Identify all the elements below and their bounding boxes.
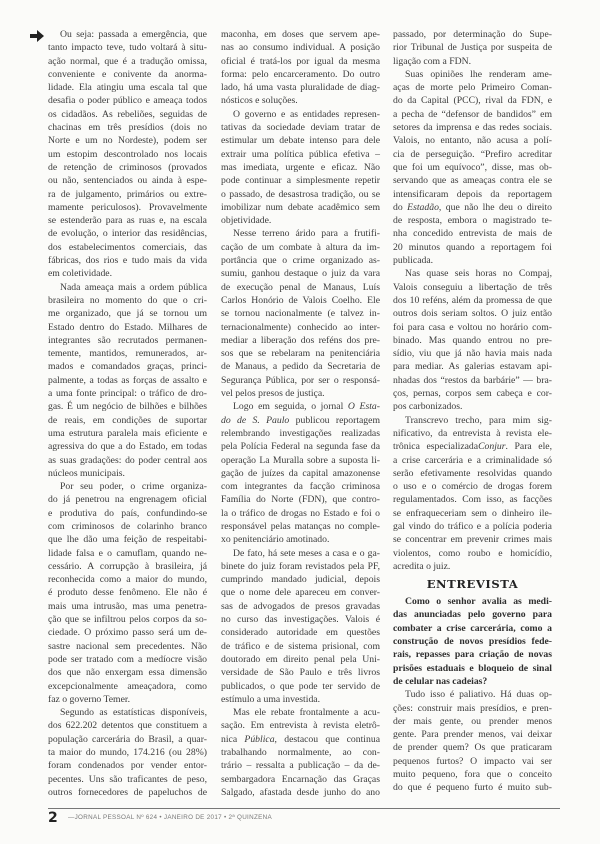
text-line: do da Capital (PCC), rival da FDN, e — [393, 95, 552, 107]
article-column-1 — [48, 28, 207, 799]
italic-title: O Esta- — [347, 401, 380, 413]
text-line: Como o senhor avalia as medi- — [405, 596, 552, 608]
footer-divider — [48, 808, 560, 809]
text-line: Carlos Honório de Valois Coelho. Ele — [221, 294, 380, 306]
text-line: que foi um equívoco”, disse, mas ob- — [393, 161, 552, 173]
text-line: construção de novos presídios fede- — [393, 636, 552, 648]
text-line: no curso das investigações. Valois é — [221, 614, 380, 626]
text-line: que o nome dele apareceu em conver- — [221, 587, 380, 599]
text-line: prisões estaduais e bloqueio de sinal — [393, 662, 552, 674]
text-line: ação normal, que é a tradução omissa, — [48, 55, 207, 67]
text-line: Norte e um no Nordeste), podem ser — [48, 135, 207, 147]
text-line: do que é pequeno furto é muito sub- — [393, 782, 552, 794]
text-line: binete do juiz foram revistados pela PF, — [221, 560, 380, 572]
text-line: mados e comandados graças, princi- — [48, 361, 207, 373]
text-line: gal vindo do tráfico e a polícia poderia — [393, 520, 552, 532]
paragraph — [221, 28, 380, 108]
text-line: do já penetrou na engrenagem oficial — [48, 494, 207, 506]
text-line: ção que se infiltrou pelos corpos da so- — [48, 614, 207, 626]
text-line: que lhe dão uma feição de respeitabi- — [48, 534, 207, 546]
text-line: rior Tribunal de Justiça por suspeita de — [393, 42, 552, 54]
text-line: dos que não enxergam essa dimensão — [48, 667, 207, 679]
text-line: a uma fonte principal: o tráfico de dro- — [48, 388, 207, 400]
text-line: relembrando investigações realizadas — [221, 427, 380, 439]
text-line: acredita o juiz. — [393, 560, 451, 572]
text-line: brasileira no momento do que o cri- — [48, 294, 207, 306]
text-line: Tudo isso é paliativo. Há duas op- — [405, 689, 552, 701]
paragraph — [48, 281, 207, 480]
text-line: de reais, em condições de suportar — [48, 414, 207, 426]
page-number: 2 — [48, 810, 58, 826]
text-line: de execução penal de Manaus, Luís — [221, 281, 380, 293]
text-line: nhadas dos “restos da barbárie” — bra- — [393, 374, 552, 386]
text-line: se enfraqueceriam sem o dinheiro ile- — [393, 507, 552, 519]
text-line: Nas quase seis horas no Compaj, — [405, 268, 552, 280]
paragraph — [393, 68, 552, 267]
text-line: pequenos furtos? O impacto vai ser — [393, 755, 552, 767]
text-line: agressiva do que a do Estado, em todas — [48, 441, 207, 453]
text-line: população carcerária do Brasil, a quar- — [48, 733, 207, 745]
text-line: estimular um debate intenso para dele — [221, 135, 380, 147]
text-line: ra de julgamento, primários ou extre- — [48, 188, 207, 200]
paragraph — [48, 28, 207, 281]
text-line: ternacionalmente) conhecido ao inter- — [221, 321, 380, 333]
text-line: com criminosos de colarinho branco — [48, 520, 207, 532]
text-line: os cidadãos. As rebeliões, seguidas de — [48, 108, 207, 120]
text-line: mamente periculosos). Provavelmente — [48, 201, 207, 213]
text-line: Segundo as estatísticas disponíveis, — [60, 707, 207, 719]
text-line: mais uma intrusão, mas uma penetra- — [48, 600, 207, 612]
text-segment: publicou reportagem — [289, 414, 380, 426]
text-line: tativas da sociedade deviam tratar de — [221, 122, 380, 134]
paragraph — [393, 688, 552, 794]
text-line: ou não, sentenciados ou ainda à espe- — [48, 175, 207, 187]
text-line: Valois, no entanto, não acusa a polí- — [393, 135, 552, 147]
text-line: das anunciadas pelo governo para — [393, 609, 552, 621]
article-column-2 — [221, 28, 380, 799]
text-line: o uso e o comércio de drogas forem — [393, 481, 552, 493]
text-line: dos 622.202 detentos que constituem a — [48, 720, 207, 732]
text-line — [393, 440, 552, 453]
text-line: Transcrevo trecho, para mim sig- — [405, 414, 552, 426]
text-line — [393, 201, 552, 214]
text-line: sos que se rebelaram na penitenciária — [221, 348, 380, 360]
text-line: servando que as ameaças contra ele se — [393, 175, 552, 187]
text-segment: , que não lhe deu o direito — [438, 201, 553, 213]
text-line: as suas gradações: do poder central aos — [48, 454, 207, 466]
text-line: se estenderão para as ruas e, na escala — [48, 215, 207, 227]
text-segment: , destacou que continua — [274, 733, 380, 745]
text-line: ços, pernas, corpos sem cabeça e cor- — [393, 388, 552, 400]
text-line: palmente, a todas as forças de assalto e — [48, 374, 207, 386]
text-line: excepcionalmente ameaçadora, como — [48, 680, 207, 692]
text-line: maconha, em doses que servem ape- — [221, 29, 380, 40]
text-line: de celular nas cadeias? — [393, 675, 488, 687]
text-line: passado, por determinação do Supe- — [393, 29, 552, 40]
text-line: nificativo, da entrevista à revista ele- — [393, 427, 552, 439]
section-heading: ENTREVISTA — [426, 577, 519, 592]
text-line: cumprindo mandado judicial, depois — [221, 574, 380, 586]
italic-title: Estadão — [407, 201, 439, 213]
paragraph — [221, 706, 380, 799]
text-line: considerado autoridade em questões — [221, 627, 380, 639]
text-line: Segurança Pública, por ser o responsá- — [221, 374, 380, 386]
text-line: de Manaus, a pedido da Secretaria de — [221, 361, 380, 373]
text-line: trabalhando normalmente, ao con- — [221, 747, 380, 759]
text-line: de tráfico e de sistema prisional, com — [221, 640, 380, 652]
text-line: sídio, viu que já não havia mais nada — [393, 348, 552, 360]
text-line: forma: pelo encarceramento. Do outro — [221, 68, 380, 80]
text-line: é produto desse fenômeno. Ele não é — [48, 587, 207, 599]
text-line: ciedade. O próximo passo será um de- — [48, 627, 207, 639]
text-line: cia de perseguição. “Prefiro acreditar — [393, 148, 552, 160]
interview-question — [393, 595, 552, 688]
text-line: sastre nacional sem precedentes. Não — [48, 640, 207, 652]
text-line: pela Polícia Federal na segunda fase da — [221, 441, 380, 453]
paragraph — [393, 267, 552, 413]
text-line: Valois conseguiu a libertação de três — [393, 281, 552, 293]
text-line: tanto impacto teve, tudo voltará à situ- — [48, 42, 207, 54]
text-line: Mas ele rebate frontalmente a acu- — [233, 707, 380, 719]
text-line: la o tráfico de drogas no Estado e foi o — [221, 507, 380, 519]
text-line: outros dois seriam soltos. O juiz então — [393, 308, 552, 320]
text-line: mediar a liberação dos reféns dos pre- — [221, 334, 380, 346]
paragraph — [221, 227, 380, 400]
text-line: Salgado, afastada desde junho do ano — [221, 786, 380, 798]
text-line: em coletividade. — [48, 268, 113, 280]
paragraph — [393, 28, 552, 68]
text-line: pecentes. Uns são traficantes de peso, — [48, 773, 207, 785]
text-line: foram condenados por vender entor- — [48, 760, 207, 772]
text-line: integrantes são recrutados permanen- — [48, 334, 207, 346]
text-segment: do — [393, 201, 408, 213]
text-line: oficial é tratá-los por igual da mesma — [221, 55, 380, 67]
text-line: lidade falsa e o camuflam, quando ne- — [48, 547, 207, 559]
text-line: doutorado em direito penal pela Uni- — [221, 653, 380, 665]
text-line: a pecha de “defensor de bandidos” em — [393, 108, 552, 120]
text-segment: Logo em seguida, o jornal — [233, 401, 348, 413]
text-line: o passado, de desastrosa tradição, ou se — [221, 188, 380, 200]
text-line — [221, 400, 380, 413]
text-line: imobilizar num debate acadêmico sem — [221, 201, 380, 213]
text-line: setores da imprensa e das redes sociais. — [393, 122, 552, 134]
text-line: Família do Norte (FDN), que contro- — [221, 494, 380, 506]
text-line: regulamentados. Com isso, as facções — [393, 494, 552, 506]
text-line: foi para casa e voltou no horário com- — [393, 321, 552, 333]
text-line: trário – ressalta a publicação – da de- — [221, 760, 380, 772]
italic-title: Pública — [244, 733, 275, 745]
text-line: versidade de São Paulo e três livros — [221, 667, 380, 679]
text-line: cessário. A corrupção à brasileira, já — [48, 560, 207, 572]
text-line: gente. Para prender menos, vai deixar — [393, 729, 552, 741]
text-line: faz o governo Temer. — [48, 693, 130, 705]
text-line: binado. Mas quando entrou no pre- — [393, 334, 552, 346]
paragraph — [221, 108, 380, 228]
text-line: Nada ameaça mais a ordem pública — [60, 281, 207, 293]
text-line: fábricas, dos rios e tudo mais da vida — [48, 255, 207, 267]
text-line: se tornou nacionalmente (e talvez in- — [221, 308, 380, 320]
text-segment: trônica especializada — [393, 441, 479, 453]
text-line: aças de morte pelo Primeiro Coman- — [393, 82, 552, 94]
text-line: um estopim descontrolado nos locais — [48, 148, 207, 160]
text-line: nha concedido entrevista de mais de — [393, 228, 552, 240]
continuation-arrow-icon — [30, 29, 44, 41]
text-segment: . Para ele, — [505, 441, 552, 453]
text-line: combater a crise carcerária, como a — [393, 622, 552, 634]
text-line: de retenção de criminosos (provados — [48, 161, 207, 173]
text-line: reconhecida como a maior do mundo, — [48, 574, 207, 586]
paragraph — [48, 480, 207, 706]
text-line: muito pequeno, fora que o conceito — [393, 769, 552, 781]
text-line: com integrantes da facção criminosa — [221, 481, 380, 493]
text-line: a crise carcerária e a criminalidade só — [393, 454, 552, 466]
text-line: uma estrutura paralela mais eficiente e — [48, 427, 207, 439]
text-line: desafia o poder público e ameaça todos — [48, 95, 207, 107]
text-line: núcleos municipais. — [48, 467, 125, 479]
text-line: se concentrar em prevenir crimes mais — [393, 534, 552, 546]
text-line: pode ser tratado com a medíocre visão — [48, 653, 207, 665]
text-line: de evolução, o interior das residências, — [48, 228, 207, 240]
text-line: para mediar. As galerias estavam api- — [393, 361, 552, 373]
text-line: extrair uma política pública efetiva – — [221, 148, 380, 160]
text-line: De fato, há sete meses a casa e o ga- — [233, 547, 380, 559]
text-segment: nica — [221, 733, 245, 745]
text-line: pos carbonizados. — [393, 401, 463, 413]
text-line: operação La Muralla sobre a suposta li- — [221, 454, 380, 466]
paragraph — [48, 706, 207, 799]
text-line: outros fornecedores de papeluchos de — [48, 786, 207, 798]
text-line: der mais gente, ou prender menos — [393, 715, 552, 727]
text-line: rais, repasses para criação de novas — [393, 649, 552, 661]
text-line: conveniente e conivente da anorma- — [48, 68, 207, 80]
italic-title: Conjur — [478, 441, 506, 453]
text-line: publicada. — [393, 255, 434, 267]
text-line: serão efetivamente resolvidas quando — [393, 467, 552, 479]
text-line: Ou seja: passada a emergência, que — [60, 29, 207, 40]
text-line: Por seu poder, o crime organiza- — [60, 481, 207, 493]
text-line: ligação com a FDN. — [393, 55, 472, 67]
text-line — [221, 414, 380, 427]
text-line: sumiu, ganhou destaque o juiz da vara — [221, 268, 380, 280]
footer-publication-info: —JORNAL PESSOAL Nº 624 • JANEIRO DE 2017 • 2ª QUINZENA — [68, 814, 272, 821]
text-line: intensificaram depois da reportagem — [393, 188, 552, 200]
text-line: vel pelos presos de justiça. — [221, 388, 325, 400]
text-line: ta maior do mundo, 174.216 (ou 28%) — [48, 747, 207, 759]
text-line: lidade. Ela atingiu uma escala tal que — [48, 82, 207, 94]
text-line: e produtiva do país, confundindo-se — [48, 507, 207, 519]
article-column-3 — [393, 28, 552, 795]
text-line: objetividade. — [221, 215, 272, 227]
text-line: me organizado, que já se tornou um — [48, 308, 207, 320]
text-line: dos 10 reféns, além da promessa de que — [393, 294, 552, 306]
text-line: lado, há uma vasta pluralidade de diag- — [221, 82, 380, 94]
paragraph — [221, 547, 380, 707]
text-line: Nesse terreno árido para a frutifi- — [233, 228, 380, 240]
text-line: chacinas em três presídios (dois no — [48, 122, 207, 134]
text-line — [221, 733, 380, 746]
paragraph — [221, 400, 380, 546]
text-line: estímulo a uma investida. — [221, 693, 321, 705]
text-line: Estado dentro do Estado. Milhares de — [48, 321, 207, 333]
text-line: ções: construir mais presídios, e pren- — [393, 702, 552, 714]
text-line: sas de advogados de presos gravadas — [221, 600, 380, 612]
text-line: mas imediata, urgente e eficaz. Não — [221, 161, 380, 173]
text-line: dos estabelecimentos comerciais, das — [48, 241, 207, 253]
italic-title: do de S. Paulo — [221, 414, 290, 426]
paragraph — [393, 414, 552, 574]
text-line: xo penitenciário amotinado. — [221, 534, 330, 546]
text-line: gação de juízes da capital amazonense — [221, 467, 380, 479]
text-line: sação. Em entrevista à revista eletrô- — [221, 720, 380, 732]
text-line: de prender quem? Os que praticaram — [393, 742, 552, 754]
text-line: nósticos e soluções. — [221, 95, 298, 107]
text-line: gas. É um negócio de bilhões e bilhões — [48, 401, 207, 413]
text-line: responsável pelas matanças no comple- — [221, 520, 380, 532]
text-line: sembargadora Encarnação das Graças — [221, 773, 380, 785]
text-line: violentos, como roubo e homicídio, — [393, 547, 552, 559]
text-line: cação de um combate à altura da im- — [221, 241, 380, 253]
text-line: pode continuar a simplesmente repetir — [221, 175, 380, 187]
text-line: 20 minutos quando a reportagem foi — [393, 241, 552, 253]
text-line: nas ao consumo individual. A posição — [221, 42, 380, 54]
text-line: publicados, o que pode ter servido de — [221, 680, 380, 692]
text-line: O governo e as entidades represen- — [233, 108, 380, 120]
text-line: temente, mantidos, remunerados, ar- — [48, 348, 207, 360]
text-line: de resposta, embora o magistrado te- — [393, 215, 552, 227]
text-line: Suas opiniões lhe renderam ame- — [405, 68, 552, 80]
text-line: portância que o crime organizado as- — [221, 255, 380, 267]
